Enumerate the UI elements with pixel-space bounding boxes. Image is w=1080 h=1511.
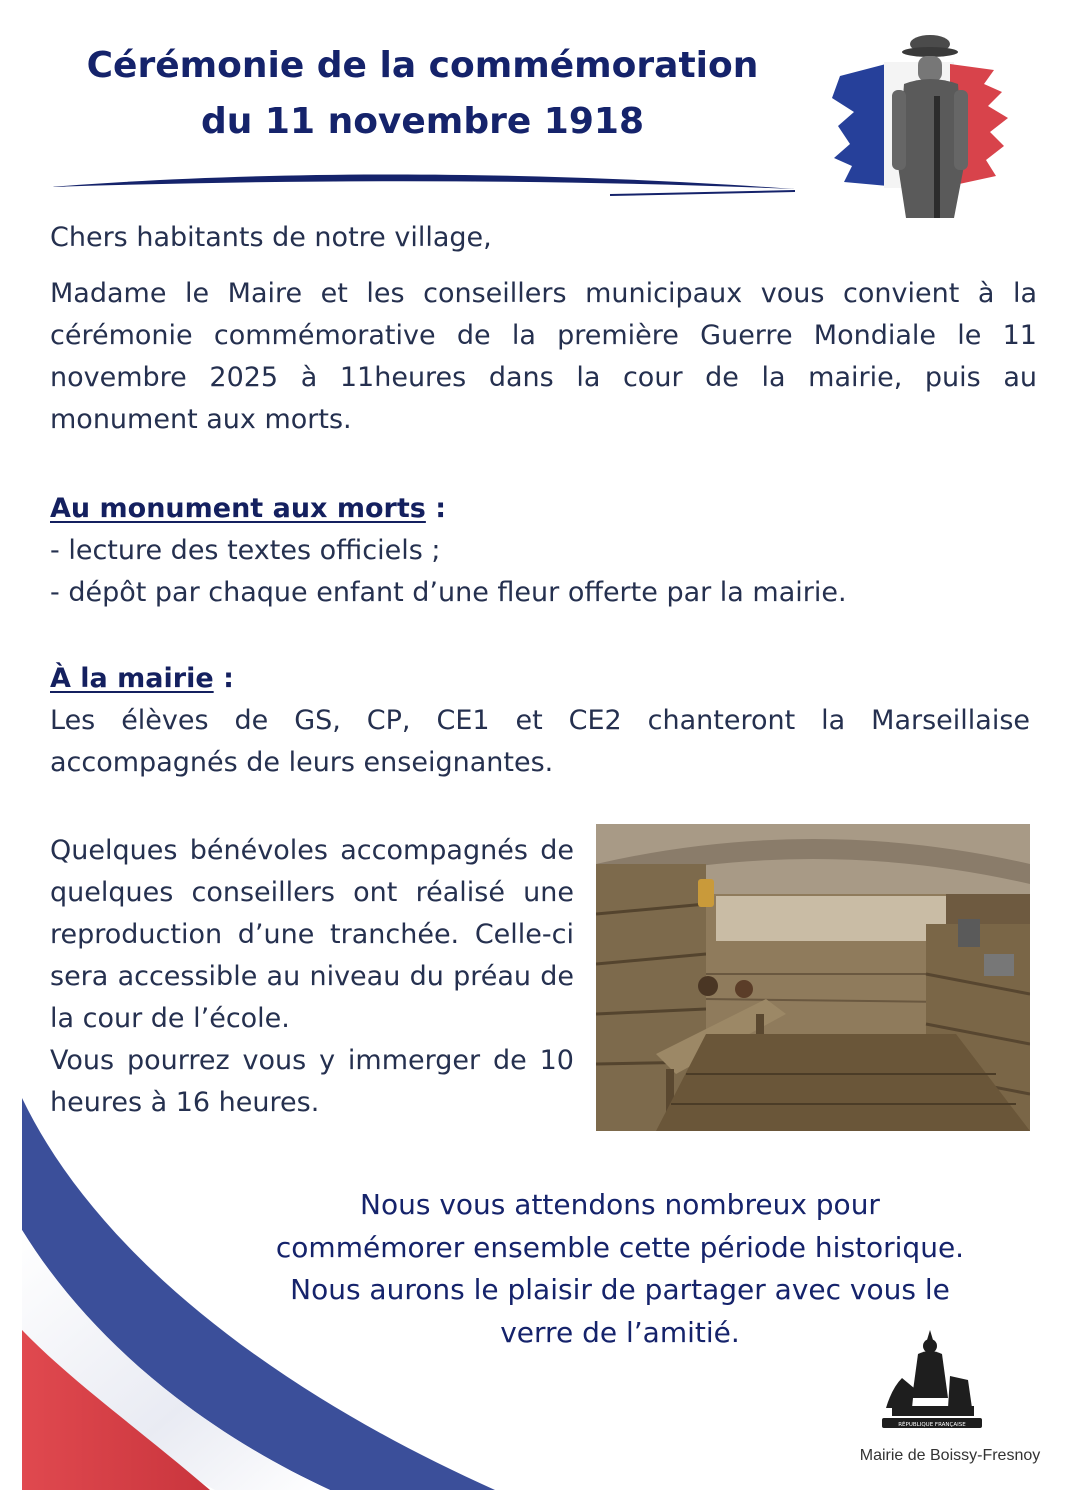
monument-heading: Au monument aux morts : [50,493,447,524]
greeting: Chers habitants de notre village, [50,222,492,253]
monument-section [50,488,1037,614]
monument-item-1: - lecture des textes officiels ; [50,535,441,566]
closing-line-3: Nous aurons le plaisir de partager avec vous le [290,1273,950,1306]
mairie-section [50,658,1030,784]
trench-text-2: Vous pourrez vous y immerger de 10 heures à 16 heures. [50,1045,574,1118]
title-underline [50,165,800,201]
intro-paragraph: Madame le Maire et les conseillers municipaux vous convient à la cérémonie commémorative de la première Guerre Mondiale le 11 novembre 2025 à 11heures dans la cour de la mairie, puis au monument aux morts. [50,278,1037,435]
mairie-name: Mairie de Boissy-Fresnoy [859,1447,1041,1464]
trench-text-1: Quelques bénévoles accompagnés de quelques conseillers ont réalisé une reproduction d’une tranchée. Celle-ci sera accessible au niveau du préau de la cour de l’école. [50,835,574,1034]
closing-line-1: Nous vous attendons nombreux pour [360,1188,880,1221]
seal-caption: RÉPUBLIQUE FRANÇAISE [898,1422,966,1428]
title-line-2: du 11 novembre 1918 [201,101,644,142]
closing-line-4: verre de l’amitié. [500,1315,740,1349]
trench-photo [596,824,1030,1131]
page-title [50,38,795,150]
closing-line-2: commémorer ensemble cette période historique. [275,1230,965,1264]
republique-seal-icon [872,1328,992,1448]
monument-item-2: - dépôt par chaque enfant d’une fleur offerte par la mairie. [50,577,847,608]
mairie-heading: À la mairie : [50,663,234,694]
mairie-text: Les élèves de GS, CP, CE1 et CE2 chanteront la Marseillaise accompagnés de leurs enseignantes. [50,705,1030,778]
title-line-1: Cérémonie de la commémoration [86,45,759,86]
soldier-flag-illustration [826,26,1016,222]
